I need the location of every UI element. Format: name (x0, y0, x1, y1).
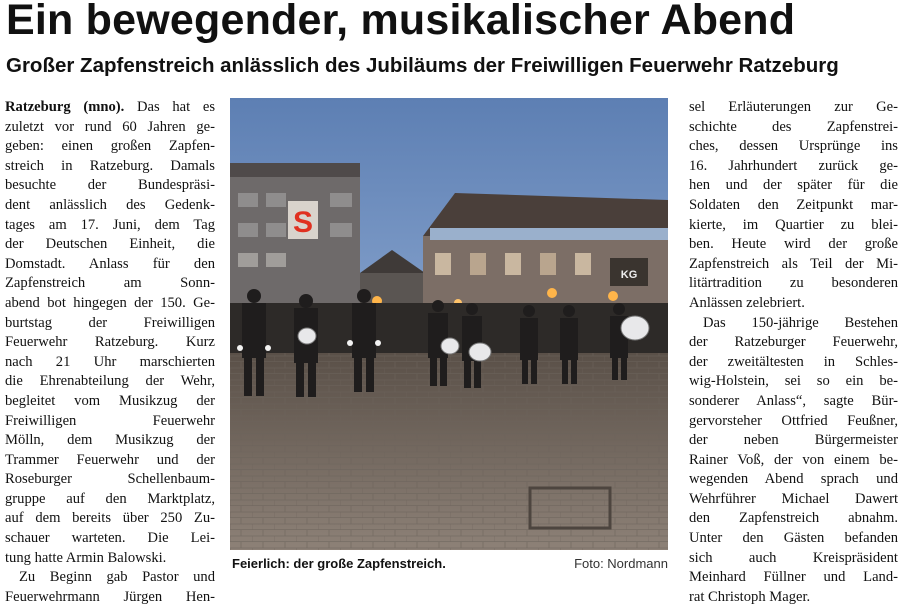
text-line: geben: einen großen Zapfen- (5, 138, 215, 155)
text-line: Freiwilligen Feuerwehr (5, 412, 215, 429)
text-line: dent anlässlich des Gedenk- (5, 196, 215, 213)
text-line: sel Erläuterungen zur Ge- (689, 99, 898, 115)
text-line: schichte des Zapfenstrei- (689, 118, 898, 135)
text-line: sich auch Kreispräsident (689, 549, 898, 566)
text-line: Zapfenstreich als Teil der Mi- (689, 255, 898, 272)
text-line: gruppe auf den Marktplatz, (5, 490, 215, 507)
text-line: burtstag der Freiwilligen (5, 314, 215, 331)
dateline: Ratzeburg (mno). (5, 99, 125, 115)
text-line: Anlässen zelebriert. (689, 294, 805, 311)
text-line: Rainer Voß, der von einem be- (689, 451, 898, 468)
text-line: Feuerwehrmann Jürgen Hen- (5, 588, 215, 605)
text-line: schauer warteten. Die Lei- (5, 530, 215, 547)
text-line: Zapfenstreich am Sonn- (5, 275, 215, 292)
text-line: besuchte der Bundespräsi- (5, 177, 215, 194)
article-photo (230, 98, 668, 550)
text-line: Soldaten den Zeitpunkt mar- (689, 196, 898, 213)
text-line: kierte, im Quartier zu blei- (689, 216, 898, 233)
text-line: tages am 17. Juni, dem Tag (5, 216, 215, 233)
text-line: Das 150-jährige Bestehen (703, 314, 898, 331)
article-headline: Ein bewegender, musikalischer Abend (6, 0, 796, 44)
text-line: tung hatte Armin Balowski. (5, 549, 167, 566)
article-column-3 (689, 98, 898, 607)
text-line: Roseburger Schellenbaum- (5, 471, 215, 488)
text-line: streich in Ratzeburg. Damals (5, 157, 215, 174)
text-line: sonderer Anlass“, sagte Bür- (689, 392, 898, 409)
text-line: wig-Holstein, sei so ein be- (689, 373, 898, 390)
text-line: Feuerwehr Ratzeburg. Kurz (5, 334, 215, 351)
text-line: Mölln, dem Musikzug der (5, 432, 215, 449)
text-line: zuletzt vor rund 60 Jahren ge- (5, 118, 215, 135)
text-line: den Zapfenstreich abnahm. (689, 510, 898, 527)
text-line: gervorsteher Ottfried Feußner, (689, 412, 898, 429)
text-line: hen und der später für die (689, 177, 898, 194)
text-line: Wehrführer Michael Dawert (689, 490, 898, 507)
photo-caption: Feierlich: der große Zapfenstreich. (232, 556, 446, 571)
text-line: Zu Beginn gab Pastor und (19, 569, 215, 586)
text-line: Ratzeburg (mno). Das hat es (5, 99, 216, 115)
article-column-1 (5, 98, 215, 607)
bank-logo: S (292, 206, 314, 239)
text-line: rat Christoph Mager. (689, 588, 811, 605)
text-line: der neben Bürgermeister (689, 432, 898, 449)
text-line: nach 21 Uhr marschierten (5, 353, 215, 370)
text-line: ches, dessen Ursprünge ins (689, 138, 898, 155)
text-line: Meinhard Füllner und Land- (689, 569, 898, 586)
text-line: abend bot hingegen der 150. Ge- (5, 294, 215, 311)
text-line: ben. Heute wird der große (689, 236, 898, 253)
text-line: die Ehrenabteilung der Wehr, (5, 373, 215, 390)
text-line: auf dem bereits über 250 Zu- (5, 510, 215, 527)
text-line: Unter den Gästen befanden (689, 530, 898, 547)
text-line: der zweitältesten in Schles- (689, 353, 898, 370)
text-line: wegenden Abend sprach und (689, 471, 898, 488)
photo-credit: Foto: Nordmann (574, 556, 668, 571)
text-line: begleitet vom Musikzug der (5, 392, 215, 409)
text-line: 16. Jahrhundert zurück ge- (689, 157, 898, 174)
text-line: Trammer Feuerwehr und der (5, 451, 215, 468)
text-line: der Deutschen Einheit, die (5, 236, 215, 253)
text-line: der Ratzeburger Feuerwehr, (689, 334, 898, 351)
text-line: Domstadt. Anlass für den (5, 255, 215, 272)
building-sign: KG (620, 269, 638, 281)
article-subheadline: Großer Zapfenstreich anlässlich des Jubiläums der Freiwilligen Feuerwehr Ratzeburg (6, 54, 839, 77)
text-line: litärtradition zu besonderen (689, 275, 898, 292)
